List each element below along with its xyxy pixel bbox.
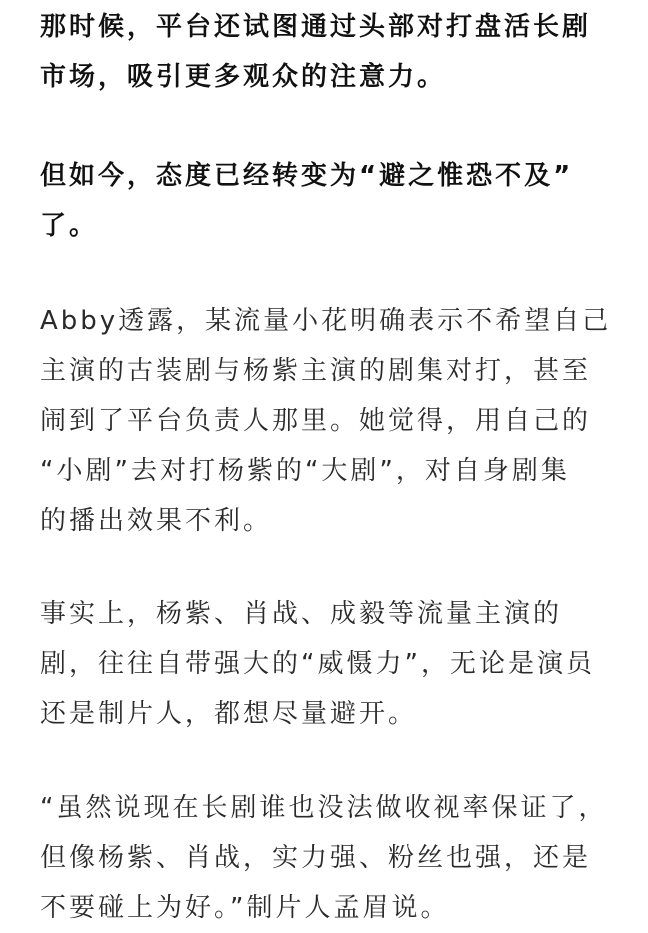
paragraph-line: 市场，吸引更多观众的注意力。 (40, 62, 447, 92)
paragraph-3 (40, 296, 624, 546)
paragraph-line: 那时候，平台还试图通过头部对打盘活长剧 (40, 12, 592, 42)
paragraph-5 (40, 783, 624, 933)
paragraph-line: 的播出效果不利。 (40, 506, 273, 536)
paragraph-line: 主演的古装剧与杨紫主演的剧集对打，甚至 (40, 356, 592, 386)
paragraph-2 (40, 151, 624, 251)
paragraph-line: “虽然说现在长剧谁也没法做收视率保证了， (40, 793, 608, 823)
paragraph-line: 闹到了平台负责人那里。她觉得，用自己的 (40, 406, 592, 436)
paragraph-line: 但像杨紫、肖战，实力强、粉丝也强，还是 (40, 843, 592, 873)
paragraph-line: 了。 (40, 211, 99, 241)
paragraph-line: 事实上，杨紫、肖战、成毅等流量主演的 (40, 599, 563, 629)
paragraph-line: 不要碰上为好。”制片人孟眉说。 (40, 893, 450, 923)
paragraph-line: 还是制片人，都想尽量避开。 (40, 699, 418, 729)
paragraph-line: “小剧”去对打杨紫的“大剧”，对自身剧集 (40, 456, 570, 486)
paragraph-1 (40, 2, 624, 102)
paragraph-line: 但如今，态度已经转变为“避之惟恐不及” (40, 161, 574, 191)
paragraph-line: 剧，往往自带强大的“威慑力”，无论是演员 (40, 649, 595, 679)
paragraph-4 (40, 589, 624, 739)
paragraph-line: Abby透露，某流量小花明确表示不希望自己 (40, 306, 612, 336)
